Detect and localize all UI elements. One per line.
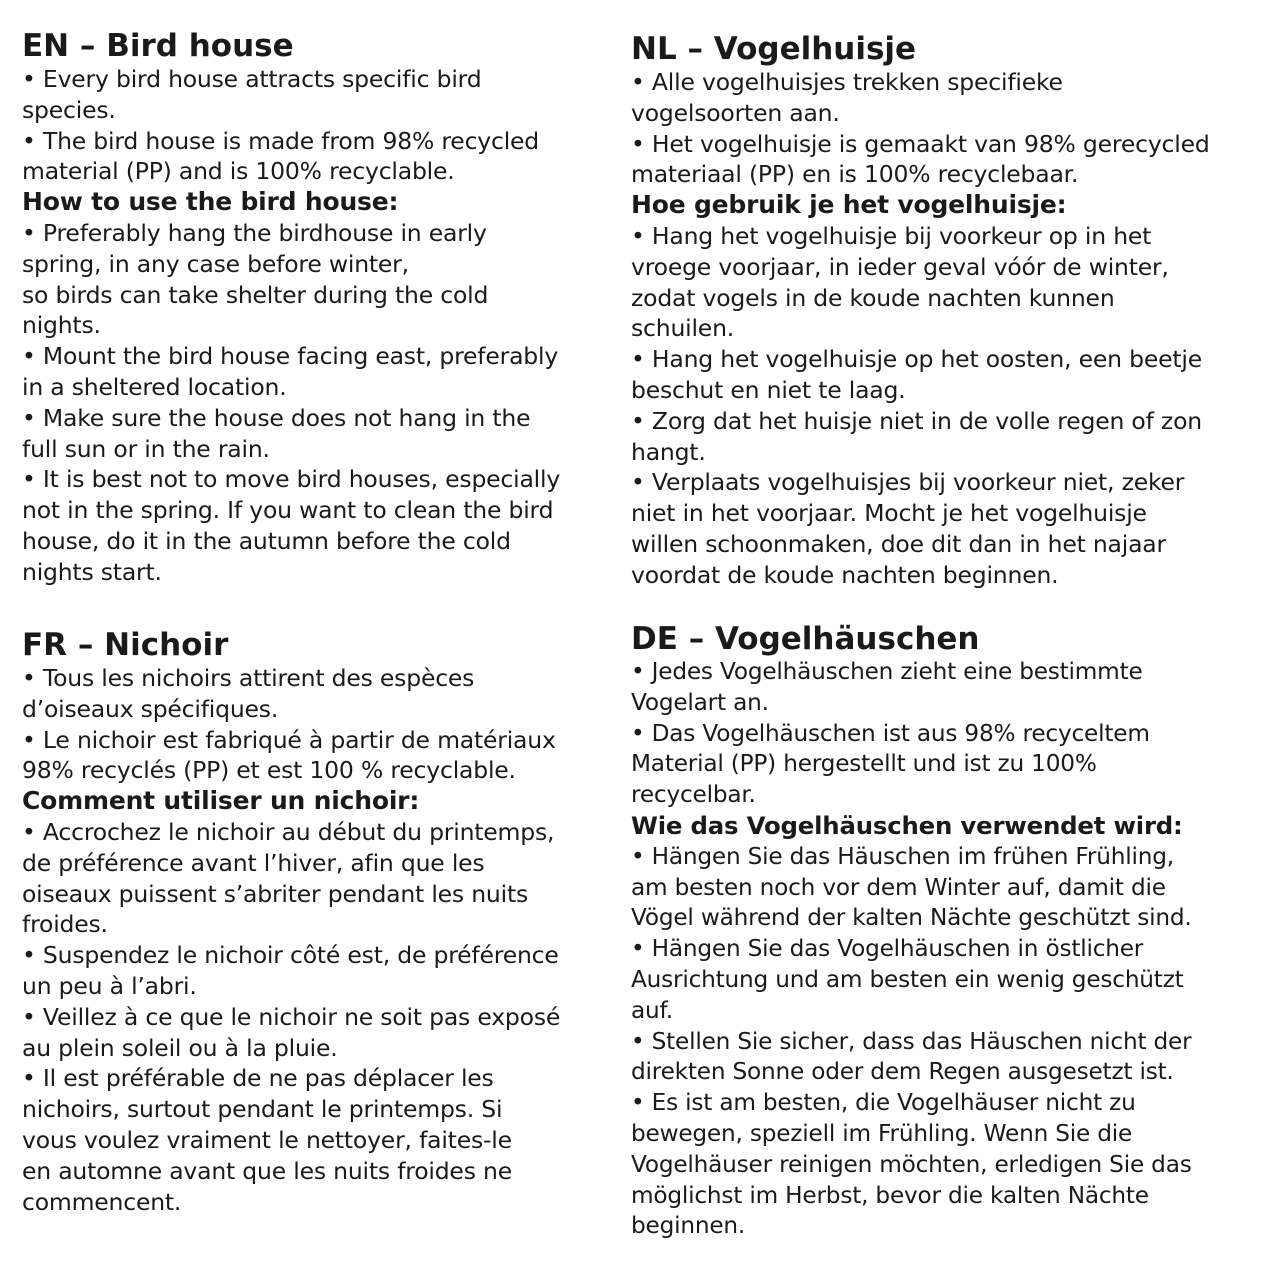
howto-item: • Hängen Sie das Vogelhäuschen in östlicher Ausrichtung und am besten ein wenig geschützt auf. xyxy=(631,935,1184,1024)
howto-title-french: Comment utiliser un nichoir: xyxy=(22,786,420,816)
howto-item: • Mount the bird house facing east, preferably in a sheltered location. xyxy=(22,342,559,401)
howto-list-dutch xyxy=(631,221,1261,591)
intro-list-french xyxy=(22,663,652,786)
howto-item: • Make sure the house does not hang in the full sun or in the rain. xyxy=(22,403,531,463)
intro-list-english xyxy=(22,64,652,187)
section-german xyxy=(631,621,1261,1242)
howto-item: • Zorg dat het huisje niet in de volle regen of zon hangt. xyxy=(631,406,1202,466)
howto-item: • Verplaats vogelhuisjes bij voorkeur niet, zeker niet in het voorjaar. Mocht je het vogelhuisje willen schoonmaken, doe dit dan in het najaar voordat de koude nachten beginnen. xyxy=(631,468,1185,589)
section-english xyxy=(22,28,652,588)
howto-title-english: How to use the bird house: xyxy=(22,187,399,217)
howto-item: • It is best not to move bird houses, especially not in the spring. If you want to clean the bird house, do it in the autumn before the cold nights start. xyxy=(22,465,561,586)
intro-list-dutch xyxy=(631,67,1261,190)
howto-title-german: Wie das Vogelhäuschen verwendet wird: xyxy=(631,810,1183,840)
intro-item: • Das Vogelhäuschen ist aus 98% recyceltem Material (PP) hergestellt und ist zu 100% recycelbar. xyxy=(631,719,1150,809)
section-dutch xyxy=(631,31,1261,591)
howto-item: • Il est préférable de ne pas déplacer les nichoirs, surtout pendant le printemps. Si vous voulez vraiment le nettoyer, faites-le en automne avant que les nuits froides ne commencent. xyxy=(22,1064,512,1216)
section-title-dutch: NL – Vogelhuisje xyxy=(631,31,917,67)
howto-item: • Es ist am besten, die Vogelhäuser nicht zu bewegen, speziell im Frühling. Wenn Sie die Vogelhäuser reinigen möchten, erledigen Sie das möglichst im Herbst, bevor die kalten Nächte beginnen. xyxy=(631,1089,1192,1240)
howto-item: • Suspendez le nichoir côté est, de préférence un peu à l’abri. xyxy=(22,941,559,1000)
howto-list-english xyxy=(22,218,652,588)
intro-item: • Every bird house attracts specific bird species. xyxy=(22,65,482,124)
section-french xyxy=(22,627,652,1217)
intro-item: • Jedes Vogelhäuschen zieht eine bestimmte Vogelart an. xyxy=(631,658,1143,716)
intro-list-german xyxy=(631,657,1261,811)
howto-item: • Hängen Sie das Häuschen im frühen Frühling, am besten noch vor dem Winter auf, damit die Vögel während der kalten Nächte geschützt sind. xyxy=(631,842,1192,932)
howto-item: • Hang het vogelhuisje bij voorkeur op in het vroege voorjaar, in ieder geval vóór de winter, zodat vogels in de koude nachten kunnen schuilen. xyxy=(631,221,1169,343)
howto-list-french xyxy=(22,817,652,1217)
howto-item: • Accrochez le nichoir au début du printemps, de préférence avant l’hiver, afin que les oiseaux puissent s’abriter pendant les nuits froides. xyxy=(22,817,555,939)
howto-item: • Stellen Sie sicher, dass das Häuschen nicht der direkten Sonne oder dem Regen ausgesetzt ist. xyxy=(631,1027,1192,1086)
howto-item: • Veillez à ce que le nichoir ne soit pas exposé au plein soleil ou à la pluie. xyxy=(22,1002,561,1062)
section-title-french: FR – Nichoir xyxy=(22,627,229,663)
intro-item: • Alle vogelhuisjes trekken specifieke vogelsoorten aan. xyxy=(631,68,1063,127)
intro-item: • Le nichoir est fabriqué à partir de matériaux 98% recyclés (PP) et est 100 % recyclable. xyxy=(22,725,556,785)
howto-list-german xyxy=(631,842,1261,1242)
intro-item: • Het vogelhuisje is gemaakt van 98% gerecycled materiaal (PP) en is 100% recyclebaar. xyxy=(631,129,1210,189)
howto-title-dutch: Hoe gebruik je het vogelhuisje: xyxy=(631,190,1067,220)
intro-item: • The bird house is made from 98% recycled material (PP) and is 100% recyclable. xyxy=(22,126,540,186)
section-title-english: EN – Bird house xyxy=(22,28,294,64)
section-title-german: DE – Vogelhäuschen xyxy=(631,621,980,657)
intro-item: • Tous les nichoirs attirent des espèces d’oiseaux spécifiques. xyxy=(22,664,475,723)
howto-item: • Preferably hang the birdhouse in early spring, in any case before winter, so birds can take shelter during the cold nights. xyxy=(22,218,489,340)
howto-item: • Hang het vogelhuisje op het oosten, een beetje beschut en niet te laag. xyxy=(631,345,1202,404)
